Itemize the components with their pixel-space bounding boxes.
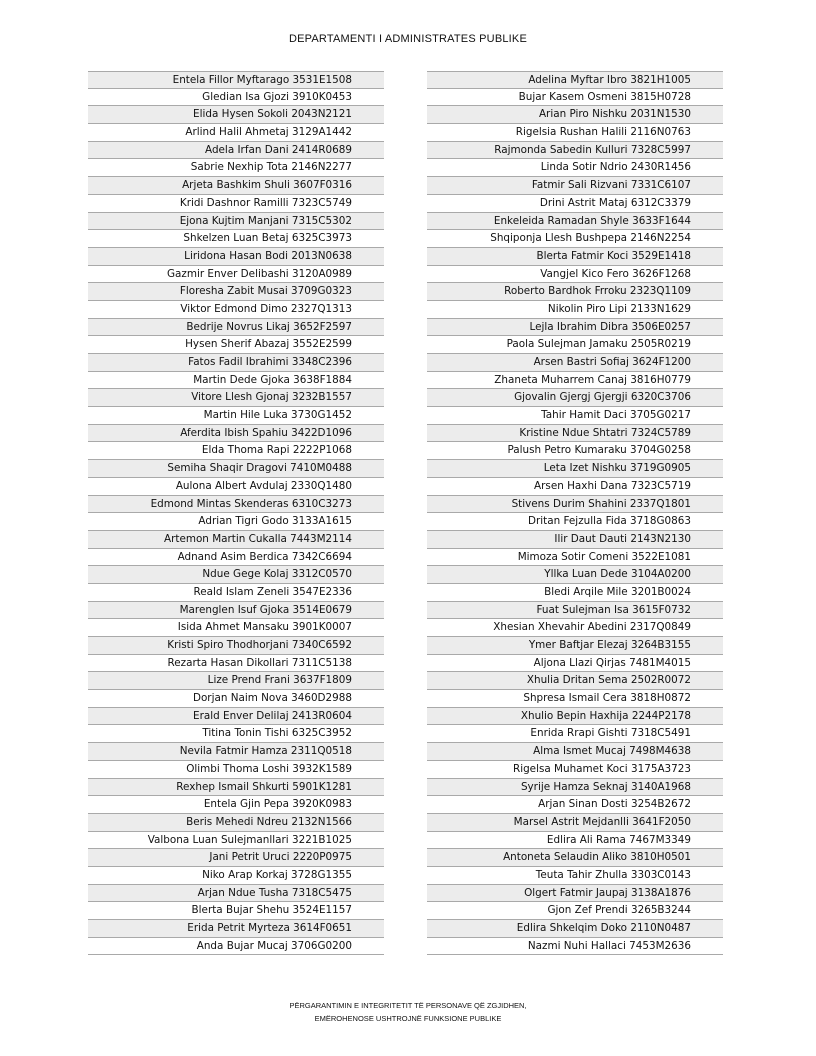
right-name-list — [427, 71, 723, 955]
list-item: Erald Enver Delilaj 2413R0604 — [88, 708, 384, 726]
list-item: Edlira Shkelqim Doko 2110N0487 — [427, 920, 723, 938]
list-item: Tahir Hamit Daci 3705G0217 — [427, 407, 723, 425]
list-item: Adrian Tigri Godo 3133A1615 — [88, 513, 384, 531]
list-item: Blerta Bujar Shehu 3524E1157 — [88, 902, 384, 920]
list-item: Floresha Zabit Musai 3709G0323 — [88, 283, 384, 301]
list-item: Palush Petro Kumaraku 3704G0258 — [427, 442, 723, 460]
list-item: Adnand Asim Berdica 7342C6694 — [88, 549, 384, 567]
list-item: Aferdita Ibish Spahiu 3422D1096 — [88, 425, 384, 443]
list-item: Gjon Zef Prendi 3265B3244 — [427, 902, 723, 920]
list-item: Teuta Tahir Zhulla 3303C0143 — [427, 867, 723, 885]
list-item: Enrida Rrapi Gishti 7318C5491 — [427, 725, 723, 743]
list-item: Nevila Fatmir Hamza 2311Q0518 — [88, 743, 384, 761]
list-item: Linda Sotir Ndrio 2430R1456 — [427, 159, 723, 177]
list-item: Kristi Spiro Thodhorjani 7340C6592 — [88, 637, 384, 655]
list-item: Bedrije Novrus Likaj 3652F2597 — [88, 319, 384, 337]
list-item: Aljona Llazi Qirjas 7481M4015 — [427, 655, 723, 673]
list-item: Erida Petrit Myrteza 3614F0651 — [88, 920, 384, 938]
list-item: Nikolin Piro Lipi 2133N1629 — [427, 301, 723, 319]
list-item: Arjeta Bashkim Shuli 3607F0316 — [88, 177, 384, 195]
list-item: Entela Fillor Myftarago 3531E1508 — [88, 71, 384, 89]
list-item: Arjan Sinan Dosti 3254B2672 — [427, 796, 723, 814]
footer — [0, 999, 816, 1025]
list-item: Sabrie Nexhip Tota 2146N2277 — [88, 159, 384, 177]
list-item: Antoneta Selaudin Aliko 3810H0501 — [427, 849, 723, 867]
list-item: Jani Petrit Uruci 2220P0975 — [88, 849, 384, 867]
list-item: Olgert Fatmir Jaupaj 3138A1876 — [427, 885, 723, 903]
list-item: Yllka Luan Dede 3104A0200 — [427, 566, 723, 584]
list-item: Semiha Shaqir Dragovi 7410M0488 — [88, 460, 384, 478]
list-item: Arjan Ndue Tusha 7318C5475 — [88, 885, 384, 903]
list-item: Kristine Ndue Shtatri 7324C5789 — [427, 425, 723, 443]
list-item: Edlira Ali Rama 7467M3349 — [427, 832, 723, 850]
list-item: Arsen Haxhi Dana 7323C5719 — [427, 478, 723, 496]
list-item: Adelina Myftar Ibro 3821H1005 — [427, 71, 723, 89]
list-item: Shpresa Ismail Cera 3818H0872 — [427, 690, 723, 708]
list-item: Shqiponja Llesh Bushpepa 2146N2254 — [427, 230, 723, 248]
list-item: Reald Islam Zeneli 3547E2336 — [88, 584, 384, 602]
list-item: Liridona Hasan Bodi 2013N0638 — [88, 248, 384, 266]
list-item: Ilir Daut Dauti 2143N2130 — [427, 531, 723, 549]
list-item: Viktor Edmond Dimo 2327Q1313 — [88, 301, 384, 319]
list-item: Zhaneta Muharrem Canaj 3816H0779 — [427, 372, 723, 390]
list-item: Syrije Hamza Seknaj 3140A1968 — [427, 779, 723, 797]
list-item: Ymer Baftjar Elezaj 3264B3155 — [427, 637, 723, 655]
list-item: Olimbi Thoma Loshi 3932K1589 — [88, 761, 384, 779]
list-item: Leta Izet Nishku 3719G0905 — [427, 460, 723, 478]
list-item: Rexhep Ismail Shkurti 5901K1281 — [88, 779, 384, 797]
footer-line-2: EMËROHENOSE USHTROJNË FUNKSIONE PUBLIKE — [314, 1014, 502, 1023]
list-item: Enkeleida Ramadan Shyle 3633F1644 — [427, 213, 723, 231]
list-item: Fatmir Sali Rizvani 7331C6107 — [427, 177, 723, 195]
list-item: Xhesian Xhevahir Abedini 2317Q0849 — [427, 619, 723, 637]
list-item: Artemon Martin Cukalla 7443M2114 — [88, 531, 384, 549]
list-item: Bujar Kasem Osmeni 3815H0728 — [427, 89, 723, 107]
list-item: Arian Piro Nishku 2031N1530 — [427, 106, 723, 124]
footer-line-1: PËRGARANTIMIN E INTEGRITETIT TË PERSONAVE QË ZGJIDHEN, — [289, 1001, 527, 1010]
list-item: Dorjan Naim Nova 3460D2988 — [88, 690, 384, 708]
list-item: Adela Irfan Dani 2414R0689 — [88, 142, 384, 160]
list-item: Marsel Astrit Mejdanlli 3641F2050 — [427, 814, 723, 832]
list-item: Hysen Sherif Abazaj 3552E2599 — [88, 336, 384, 354]
list-item: Kridi Dashnor Ramilli 7323C5749 — [88, 195, 384, 213]
list-item: Arsen Bastri Sofiaj 3624F1200 — [427, 354, 723, 372]
list-item: Blerta Fatmir Koci 3529E1418 — [427, 248, 723, 266]
list-item: Ejona Kujtim Manjani 7315C5302 — [88, 213, 384, 231]
list-item: Niko Arap Korkaj 3728G1355 — [88, 867, 384, 885]
list-item: Ndue Gege Kolaj 3312C0570 — [88, 566, 384, 584]
list-item: Elida Hysen Sokoli 2043N2121 — [88, 106, 384, 124]
list-item: Beris Mehedi Ndreu 2132N1566 — [88, 814, 384, 832]
list-item: Rajmonda Sabedin Kulluri 7328C5997 — [427, 142, 723, 160]
list-item: Roberto Bardhok Frroku 2323Q1109 — [427, 283, 723, 301]
list-item: Lejla Ibrahim Dibra 3506E0257 — [427, 319, 723, 337]
list-item: Alma Ismet Mucaj 7498M4638 — [427, 743, 723, 761]
list-item: Edmond Mintas Skenderas 6310C3273 — [88, 496, 384, 514]
list-item: Isida Ahmet Mansaku 3901K0007 — [88, 619, 384, 637]
list-item: Vangjel Kico Fero 3626F1268 — [427, 266, 723, 284]
list-item: Aulona Albert Avdulaj 2330Q1480 — [88, 478, 384, 496]
list-item: Rigelsa Muhamet Koci 3175A3723 — [427, 761, 723, 779]
list-item: Xhulia Dritan Sema 2502R0072 — [427, 672, 723, 690]
list-item: Nazmi Nuhi Hallaci 7453M2636 — [427, 938, 723, 956]
list-item: Dritan Fejzulla Fida 3718G0863 — [427, 513, 723, 531]
list-item: Shkelzen Luan Betaj 6325C3973 — [88, 230, 384, 248]
list-item: Elda Thoma Rapi 2222P1068 — [88, 442, 384, 460]
list-item: Arlind Halil Ahmetaj 3129A1442 — [88, 124, 384, 142]
list-item: Mimoza Sotir Comeni 3522E1081 — [427, 549, 723, 567]
list-item: Anda Bujar Mucaj 3706G0200 — [88, 938, 384, 956]
list-item: Martin Hile Luka 3730G1452 — [88, 407, 384, 425]
list-item: Stivens Durim Shahini 2337Q1801 — [427, 496, 723, 514]
list-item: Gledian Isa Gjozi 3910K0453 — [88, 89, 384, 107]
list-item: Bledi Arqile Mile 3201B0024 — [427, 584, 723, 602]
list-item: Entela Gjin Pepa 3920K0983 — [88, 796, 384, 814]
page-title: DEPARTAMENTI I ADMINISTRATES PUBLIKE — [288, 33, 528, 45]
list-item: Fuat Sulejman Isa 3615F0732 — [427, 602, 723, 620]
left-name-list — [88, 71, 384, 955]
list-item: Paola Sulejman Jamaku 2505R0219 — [427, 336, 723, 354]
list-item: Titina Tonin Tishi 6325C3952 — [88, 725, 384, 743]
list-item: Martin Dede Gjoka 3638F1884 — [88, 372, 384, 390]
list-item: Gazmir Enver Delibashi 3120A0989 — [88, 266, 384, 284]
list-item: Vitore Llesh Gjonaj 3232B1557 — [88, 389, 384, 407]
list-item: Fatos Fadil Ibrahimi 3348C2396 — [88, 354, 384, 372]
list-item: Drini Astrit Mataj 6312C3379 — [427, 195, 723, 213]
list-item: Rezarta Hasan Dikollari 7311C5138 — [88, 655, 384, 673]
list-item: Rigelsia Rushan Halili 2116N0763 — [427, 124, 723, 142]
list-item: Marenglen Isuf Gjoka 3514E0679 — [88, 602, 384, 620]
list-item: Lize Prend Frani 3637F1809 — [88, 672, 384, 690]
list-item: Gjovalin Gjergj Gjergji 6320C3706 — [427, 389, 723, 407]
list-item: Xhulio Bepin Haxhija 2244P2178 — [427, 708, 723, 726]
list-item: Valbona Luan Sulejmanllari 3221B1025 — [88, 832, 384, 850]
